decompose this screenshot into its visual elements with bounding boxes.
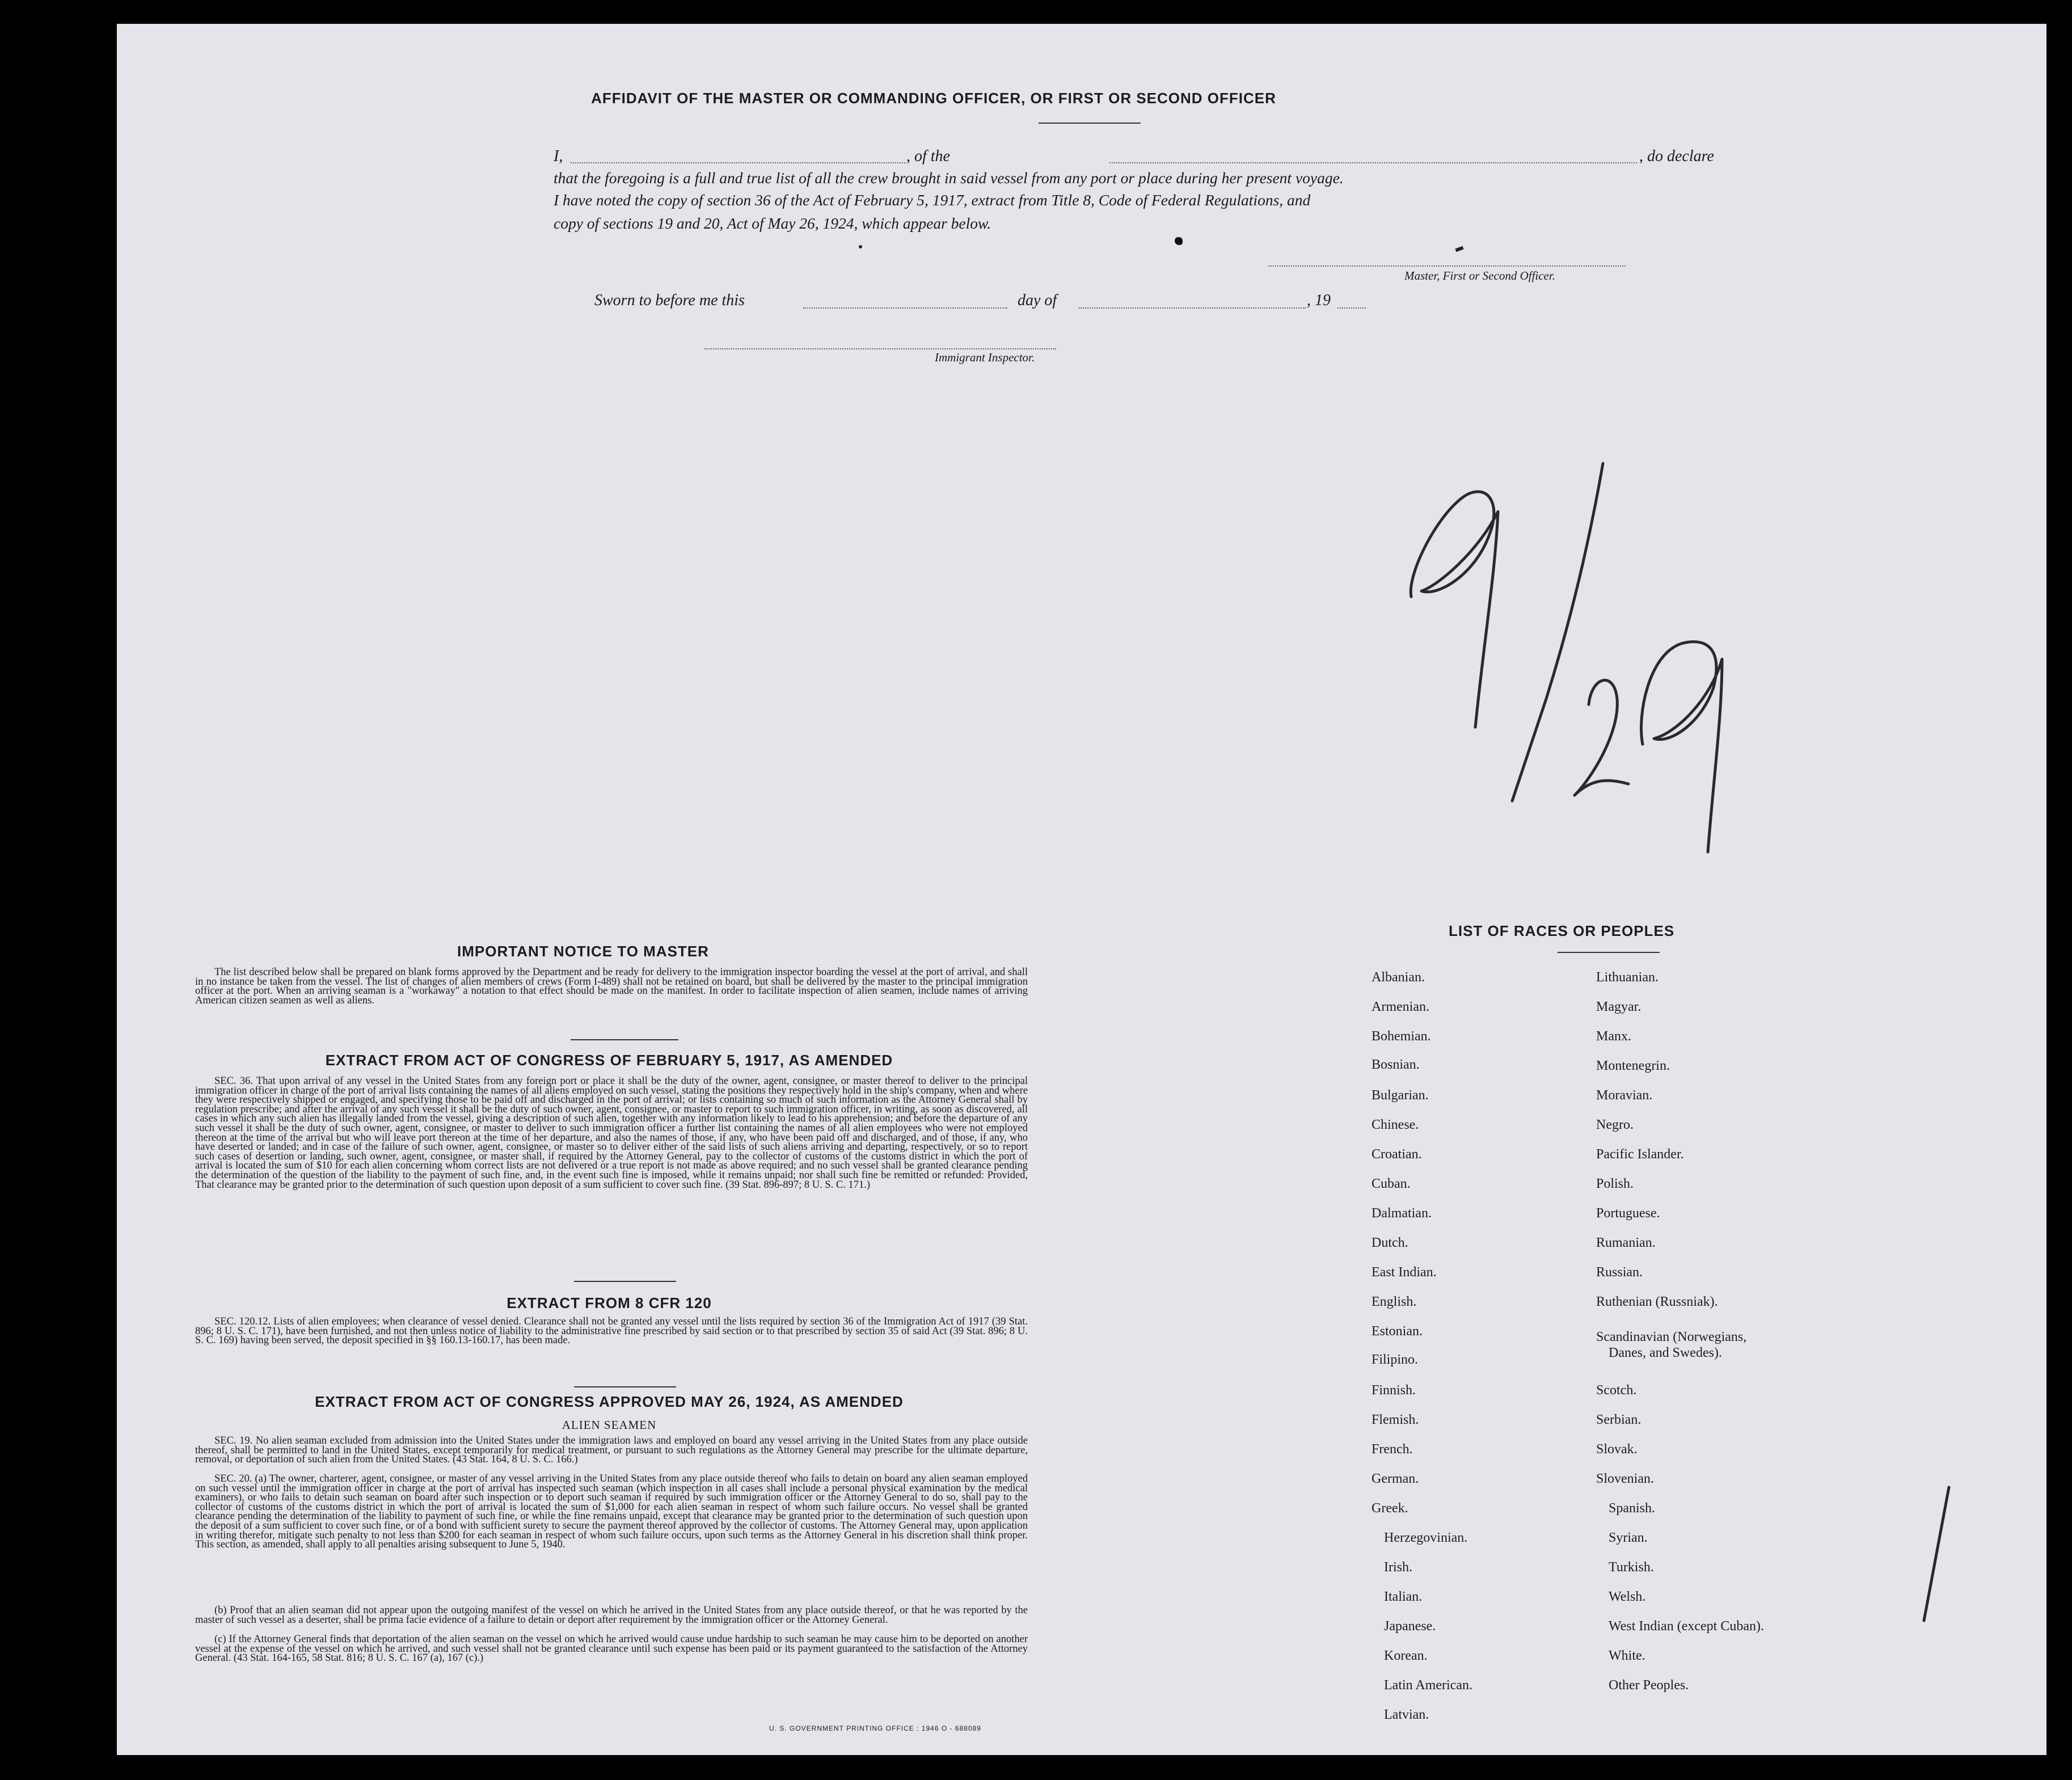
race-item: Polish. [1596, 1176, 1634, 1191]
race-item: Welsh. [1609, 1589, 1646, 1604]
race-item: Serbian. [1596, 1412, 1641, 1427]
race-item: Irish. [1384, 1560, 1412, 1575]
sworn-label: Sworn to before me this [594, 292, 745, 309]
race-item: Russian. [1596, 1265, 1643, 1280]
race-item: Bosnian. [1372, 1057, 1420, 1072]
race-item: French. [1372, 1442, 1413, 1457]
race-item: Moravian. [1596, 1088, 1653, 1103]
inspector-caption: Immigrant Inspector. [935, 351, 1035, 364]
race-item: Latin American. [1384, 1678, 1472, 1693]
handwritten-mark [1921, 1484, 1955, 1626]
race-item: Manx. [1596, 1029, 1631, 1044]
race-item: Lithuanian. [1596, 970, 1659, 985]
race-item: Latvian. [1384, 1707, 1429, 1722]
race-item: West Indian (except Cuban). [1609, 1619, 1764, 1634]
races-divider [1558, 952, 1660, 953]
race-item: Syrian. [1609, 1530, 1648, 1545]
day-of-label: day of [1018, 292, 1057, 309]
affidavit-title: AFFIDAVIT OF THE MASTER OR COMMANDING OFFICER, OR FIRST OR SECOND OFFICER [591, 90, 1276, 107]
year-label: , 19 [1307, 292, 1331, 309]
race-item: Filipino. [1372, 1352, 1419, 1367]
race-item: Herzegovinian. [1384, 1530, 1468, 1545]
notice-body: The list described below shall be prepared on blank forms approved by the Department and be ready for delivery to the immigration inspector boarding the vessel at the port of arrival, and shall in no instance be taken from the vessel. The list of changes of alien members of crews (Form I-489) shall not be retained on board, but shall be delivered by the master to the principal immigration officer at the port. When an arriving seaman is a "workaway" a notation to that effect should be made on the manifest. In order to facilitate inspection of alien seamen, include names of arriving American citizen seamen as well as aliens. [195, 967, 1028, 1006]
race-item: Cuban. [1372, 1176, 1411, 1191]
race-item: Scandinavian (Norwegians, [1596, 1330, 1747, 1344]
race-item: Italian. [1384, 1589, 1423, 1604]
affidavit-line4: copy of sections 19 and 20, Act of May 26, 1924, which appear below. [554, 214, 991, 232]
affidavit-line1-i: I, [554, 147, 563, 165]
notice-divider [571, 1039, 678, 1040]
race-item: Bulgarian. [1372, 1088, 1429, 1103]
race-item: Finnish. [1372, 1383, 1416, 1398]
race-item: Portuguese. [1596, 1206, 1660, 1221]
inspector-signature-field[interactable] [704, 348, 1056, 349]
race-item: Greek. [1372, 1501, 1408, 1516]
extractcfr-body: SEC. 120.12. Lists of alien employees; when clearance of vessel denied. Clearance shall not be granted any vessel until the lists required by section 36 of the Immigration Act of 1917 (39 Stat. 896; 8 U. S. C. 171), have been furnished, and not then unless notice of liability to the administrative fine prescribed by said section or to that prescribed by section 35 of said Act (39 Stat. 896; 8 U. S. C. 169) having been served, the deposit specified in §§ 160.13-160.17, has been made. [195, 1316, 1028, 1347]
sworn-month-field[interactable] [1079, 307, 1306, 309]
master-signature-field[interactable] [1268, 265, 1626, 267]
extractcfr-title: EXTRACT FROM 8 CFR 120 [507, 1294, 712, 1311]
master-caption: Master, First or Second Officer. [1404, 269, 1555, 282]
race-item: German. [1372, 1471, 1419, 1486]
extract1924-sec20b: (b) Proof that an alien seaman did not appear upon the outgoing manifest of the vessel on which he arrived in the United States from any place outside thereof, or that he was reported by the master of such vessel as a deserter, shall be prima facie evidence of a failure to detain or deport after requirement by the immigration officer or the Attorney General. [195, 1605, 1028, 1626]
extract1917-title: EXTRACT FROM ACT OF CONGRESS OF FEBRUARY 5, 1917, AS AMENDED [325, 1052, 893, 1069]
race-item: Dalmatian. [1372, 1206, 1432, 1221]
extract1924-sec19: SEC. 19. No alien seaman excluded from admission into the United States under the immigration laws and employed on board any vessel arriving in the United States from any place outside thereof, shall be permitted to land in the United States, except temporarily for medical treatment, or pursuant to such regulations as the Attorney General may prescribe for the ultimate departure, removal, or deportation of such alien from the United States. (43 Stat. 164, 8 U. S. C. 166.) [195, 1435, 1028, 1466]
race-item: Slovenian. [1596, 1471, 1654, 1486]
race-item: Rumanian. [1596, 1235, 1656, 1250]
race-item: Flemish. [1372, 1412, 1419, 1427]
race-item: Dutch. [1372, 1235, 1408, 1250]
race-item: Croatian. [1372, 1147, 1422, 1162]
title-underline [1039, 123, 1141, 124]
race-item: Danes, and Swedes). [1609, 1345, 1722, 1360]
race-item: Bohemian. [1372, 1029, 1431, 1044]
extract1924-sec20c: (c) If the Attorney General finds that deportation of the alien seaman on the vessel on which he arrived would cause undue hardship to such seaman he may cause him to be deported on another vessel at the expense of the vessel on which he arrived, and such vessel shall not be granted clearance until such expense has been paid or its payment guaranteed to the satisfaction of the Attorney General. (43 Stat. 164-165, 58 Stat. 816; 8 U. S. C. 167 (a), 167 (c).) [195, 1634, 1028, 1664]
affidavit-line3: I have noted the copy of section 36 of the Act of February 5, 1917, extract from Title 8, Code of Federal Regulations, and [554, 191, 1311, 209]
extract1924-sec20a: SEC. 20. (a) The owner, charterer, agent, consignee, or master of any vessel arriving in the United States from any place outside thereof who fails to detain on board any alien seaman employed on such vessel until the immigration officer in charge at the port of arrival has inspected such seaman (which inspection in all cases shall include a personal physical examination by the medical examiners), or who fails to detain such seaman on board after such inspection or to deport such seaman if required by such immigration officer or the Attorney General to do so, shall pay to the collector of customs of the customs district in which the port of arrival is located the sum of $1,000 for each alien seaman in respect of whom such failure occurs. No vessel shall be granted clearance pending the determination of the liability to payment of such fine, or while the fine remains unpaid, except that clearance may be granted prior to the determination of such question upon the deposit of a sum sufficient to cover such fine, or of a bond with sufficient surety to secure the payment thereof approved by the collector of customs. The Attorney General may, upon application in writing therefor, mitigate such penalty to not less than $200 for each seaman in respect of whom such failure occurs, upon such terms as the Attorney General in his discretion shall think proper. This section, as amended, shall apply to all penalties arising subsequent to June 5, 1940. [195, 1473, 1028, 1551]
race-item: Pacific Islander. [1596, 1147, 1684, 1162]
race-item: Negro. [1596, 1117, 1634, 1132]
ink-smudge [1455, 246, 1463, 252]
races-title: LIST OF RACES OR PEOPLES [1449, 922, 1675, 939]
race-item: Magyar. [1596, 999, 1641, 1014]
race-item: Scotch. [1596, 1383, 1637, 1398]
race-item: Montenegrin. [1596, 1058, 1670, 1073]
race-item: White. [1609, 1648, 1645, 1663]
race-item: English. [1372, 1294, 1417, 1309]
race-item: Japanese. [1384, 1619, 1436, 1634]
sworn-year-field[interactable] [1337, 307, 1366, 309]
race-item: Ruthenian (Russniak). [1596, 1294, 1718, 1309]
handwritten-date [1404, 461, 1858, 869]
ink-smudge [1175, 237, 1183, 245]
extractcfr-divider [574, 1386, 676, 1387]
race-item: Chinese. [1372, 1117, 1419, 1132]
race-item: East Indian. [1372, 1265, 1437, 1280]
race-item: Spanish. [1609, 1501, 1656, 1516]
vessel-field[interactable] [1109, 162, 1637, 163]
race-item: Armenian. [1372, 999, 1429, 1014]
extract1924-subtitle: ALIEN SEAMEN [562, 1418, 657, 1432]
race-item: Other Peoples. [1609, 1678, 1689, 1693]
name-field[interactable] [571, 162, 905, 163]
affidavit-line2: that the foregoing is a full and true list of all the crew brought in said vessel from any port or place during her present voyage. [554, 169, 1344, 187]
sworn-day-field[interactable] [803, 307, 1007, 309]
affidavit-declare: , do declare [1639, 147, 1714, 165]
ink-smudge [859, 245, 862, 248]
race-item: Slovak. [1596, 1442, 1638, 1457]
race-item: Korean. [1384, 1648, 1428, 1663]
document-page [117, 24, 2046, 1755]
notice-title: IMPORTANT NOTICE TO MASTER [457, 943, 709, 960]
race-item: Albanian. [1372, 970, 1425, 985]
extract1924-title: EXTRACT FROM ACT OF CONGRESS APPROVED MAY 26, 1924, AS AMENDED [315, 1393, 904, 1410]
race-item: Estonian. [1372, 1324, 1423, 1339]
extract1917-divider [574, 1281, 676, 1282]
extract1917-body: SEC. 36. That upon arrival of any vessel in the United States from any foreign port or place it shall be the duty of the owner, agent, consignee, or master thereof to deliver to the principal immigration officer in charge of the port of arrival lists containing the names of all aliens employed on such vessel, stating the positions they respectively hold in the ship's company, when and where they were respectively shipped or engaged, and specifying those to be paid off and discharged in the port of arrival; or lists containing so much of such information as the Attorney General shall by regulation prescribe; and after the arrival of any such vessel it shall be the duty of such owner, agent, consignee, or master to report to such immigration officer, in writing, as soon as discovered, all cases in which any such alien has illegally landed from the vessel, giving a description of such alien, together with any information likely to lead to his apprehension; and before the departure of any such vessel it shall be the duty of such owner, agent, consignee, or master to deliver to such immigration officer a further list containing the names of all alien employees who were not employed thereon at the time of the arrival but who will leave port thereon at the time of her departure, and also the names of those, if any, who have been paid off and discharged, and of those, if any, who have deserted or landed; and in case of the failure of such owner, agent, consignee, or master so to deliver either of the said lists of such aliens arriving and departing, respectively, or so to report such cases of desertion or landing, such owner, agent, consignee, or master shall, if required by the Attorney General, pay to the collector of customs of the customs district in which the port of arrival is located the sum of $10 for each alien concerning whom correct lists are not delivered or a true report is not made as above required; and no such vessel shall be granted clearance pending the determination of the question of the liability to the payment of such fine, and, in the event such fine is imposed, while it remains unpaid; nor shall such fine be remitted or refunded: Provided, That clearance may be granted prior to the determination of such question upon deposit of a sum sufficient to cover such fine. (39 Stat. 896-897; 8 U. S. C. 171.) [195, 1075, 1028, 1191]
race-item: Turkish. [1609, 1560, 1654, 1575]
printer-imprint: U. S. GOVERNMENT PRINTING OFFICE : 1946 O - 688089 [769, 1724, 981, 1732]
affidavit-of-the: , of the [906, 147, 950, 165]
